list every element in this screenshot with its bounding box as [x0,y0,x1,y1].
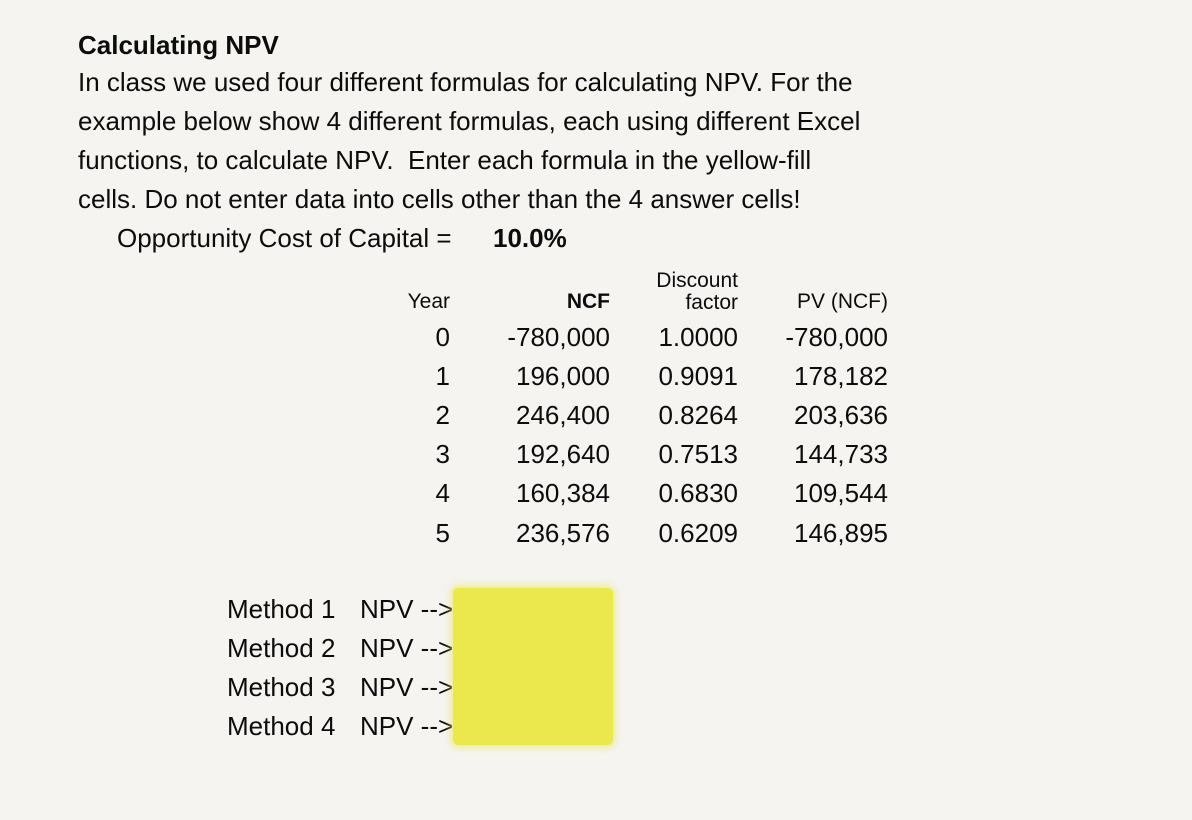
cell-year: 0 [435,322,450,352]
instructions-line: cells. Do not enter data into cells other than the 4 answer cells! [78,184,801,214]
cell-discount-factor: 0.8264 [658,400,738,430]
method-label: Method 1 [227,594,336,624]
answer-cell-method-2[interactable] [453,627,613,666]
cell-discount-factor: 0.6830 [658,478,738,508]
cell-year: 5 [435,518,450,548]
cell-pv-ncf: -780,000 [785,322,888,352]
cell-ncf: 196,000 [516,361,610,391]
answer-cell-block [453,588,613,745]
answer-cell-method-1[interactable] [453,588,613,627]
cell-pv-ncf: 178,182 [794,361,888,391]
column-header-year: Year [407,290,450,313]
method-label: Method 2 [227,633,336,663]
page-title: Calculating NPV [78,30,279,60]
instructions-line: example below show 4 different formulas, each using different Excel [78,106,861,136]
cell-discount-factor: 0.7513 [658,439,738,469]
cell-pv-ncf: 144,733 [794,439,888,469]
cell-year: 3 [435,439,450,469]
cell-ncf: 192,640 [516,439,610,469]
column-header-ncf: NCF [566,290,610,313]
table-row [0,357,1192,396]
answer-cell-method-3[interactable] [453,667,613,706]
table-row [0,514,1192,553]
opportunity-cost-value: 10.0% [493,223,567,253]
cell-pv-ncf: 203,636 [794,400,888,430]
cell-ncf: 236,576 [516,518,610,548]
instructions-line: In class we used four different formulas for calculating NPV. For the [78,67,853,97]
table-row [0,435,1192,474]
column-header-pv-ncf: PV (NCF) [797,290,888,313]
table-row [0,318,1192,357]
instructions-line: functions, to calculate NPV. Enter each formula in the yellow-fill [78,145,812,175]
cell-year: 4 [435,478,450,508]
cell-year: 1 [435,361,450,391]
table-row [0,474,1192,513]
column-header-discount-factor [598,270,738,313]
cell-ncf: 160,384 [516,478,610,508]
cell-discount-factor: 0.9091 [658,361,738,391]
cell-pv-ncf: 109,544 [794,478,888,508]
cell-discount-factor: 1.0000 [658,322,738,352]
cell-pv-ncf: 146,895 [794,518,888,548]
cell-year: 2 [435,400,450,430]
answer-cell-method-4[interactable] [453,706,613,745]
method-label: Method 3 [227,672,336,702]
column-header-discount-factor-line1: Discount [656,269,738,292]
opportunity-cost-label: Opportunity Cost of Capital = [117,223,452,253]
npv-arrow-label: NPV --> [360,672,454,702]
cell-ncf: 246,400 [516,400,610,430]
npv-arrow-label: NPV --> [360,711,454,741]
cell-discount-factor: 0.6209 [658,518,738,548]
column-header-discount-factor-line2: factor [685,290,738,314]
npv-arrow-label: NPV --> [360,633,454,663]
npv-arrow-label: NPV --> [360,594,454,624]
table-row [0,396,1192,435]
cell-ncf: -780,000 [507,322,610,352]
method-label: Method 4 [227,711,336,741]
instructions-paragraph [78,63,860,219]
